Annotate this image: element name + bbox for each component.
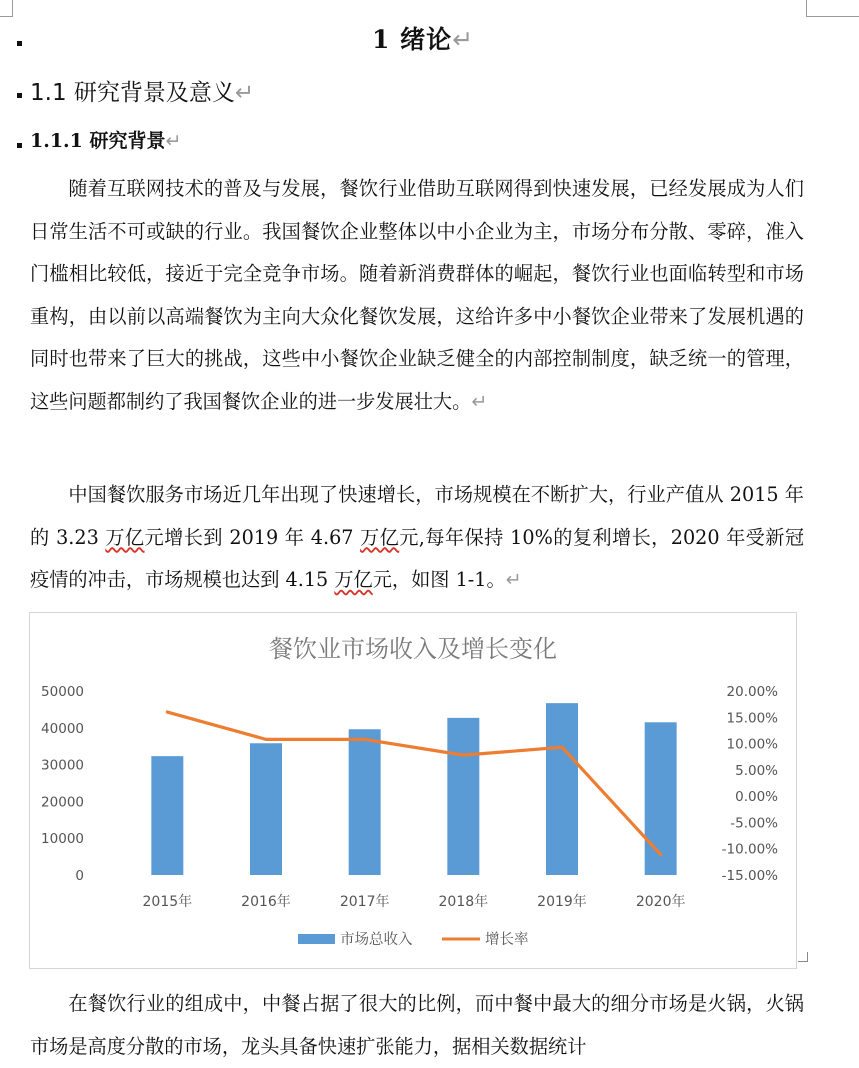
body-paragraph-market-size: 中国餐饮服务市场近几年出现了快速增长，市场规模在不断扩大，行业产值从 2015 年的 3.23 万亿元增长到 2019 年 4.67 万亿元,每年保持 10%的复利增长，2020 年受新冠疫情的冲击，市场规模也达到 4.15 万亿元，如图 1-1。↵ (30, 483, 805, 591)
page-corner-mark-left (0, 0, 13, 17)
legend-bar-swatch (298, 934, 335, 944)
body-paragraph-background: 随着互联网技术的普及与发展，餐饮行业借助互联网得到快速发展，已经发展成为人们日常生活不可或缺的行业。我国餐饮企业整体以中小企业为主，市场分布分散、零碎，准入门槛相比较低，接近于完全竞争市场。随着新消费群体的崛起，餐饮行业也面临转型和市场重构，由以前以高端餐饮为主向大众化餐饮发展，这给许多中小餐饮企业带来了发展机遇的同时也带来了巨大的挑战，这些中小餐饮企业缺乏健全的内部控制制度，缺乏统一的管理，这些问题都制约了我国餐饮企业的进一步发展壮大。↵ (30, 177, 804, 413)
heading-bullet (17, 93, 22, 98)
heading-bullet (17, 41, 22, 46)
y-right-tick-label: -15.00% (721, 868, 778, 884)
y-left-tick-label: 10000 (41, 831, 84, 848)
y-left-tick-label: 20000 (41, 794, 84, 811)
growth-rate-point-2016年 (264, 738, 267, 741)
y-right-tick-label: -10.00% (721, 841, 778, 858)
chart-title: 餐饮业市场收入及增长变化 (269, 635, 557, 663)
x-tick-label: 2019年 (537, 894, 587, 910)
paragraph-mark-icon: ↵ (505, 568, 522, 591)
bar-2018年 (447, 718, 479, 875)
bar-2020年 (645, 722, 677, 875)
legend-line-label: 增长率 (485, 932, 529, 948)
paragraph-mark-icon: ↵ (452, 25, 475, 54)
growth-rate-point-2017年 (363, 738, 366, 741)
y-right-tick-label: 15.00% (726, 710, 778, 727)
chart-anchor-icon (798, 952, 808, 962)
bar-2015年 (151, 756, 183, 875)
embedded-chart[interactable] (29, 612, 797, 969)
x-tick-label: 2020年 (635, 894, 686, 910)
growth-rate-point-2015年 (166, 710, 169, 713)
y-left-tick-label: 50000 (41, 684, 84, 700)
paragraph-mark-icon: ↵ (471, 389, 488, 413)
chapter-heading: 1 绪论↵ (372, 25, 475, 54)
growth-rate-point-2019年 (560, 746, 563, 749)
y-right-tick-label: 10.00% (726, 736, 778, 753)
subsection-heading: 1.1.1 研究背景↵ (30, 130, 182, 152)
growth-rate-point-2018年 (462, 754, 465, 757)
body-paragraph-hotpot: 在餐饮行业的组成中，中餐占据了很大的比例，而中餐中最大的细分市场是火锅，火锅市场是高度分散的市场，龙头具备快速扩张能力，据相关数据统计 (30, 992, 804, 1058)
y-right-tick-label: 5.00% (735, 762, 778, 779)
legend-bar-label: 市场总收入 (340, 932, 413, 948)
y-left-tick-label: 30000 (41, 757, 84, 774)
y-right-tick-label: 0.00% (735, 789, 778, 806)
y-left-tick-label: 0 (75, 868, 84, 884)
bar-2016年 (250, 743, 282, 875)
bar-2017年 (349, 729, 381, 875)
bar-2019年 (546, 703, 578, 875)
y-right-tick-label: 20.00% (726, 684, 778, 700)
y-right-tick-label: -5.00% (730, 815, 778, 832)
x-tick-label: 2015年 (142, 894, 193, 910)
paragraph-mark-icon: ↵ (234, 80, 255, 106)
x-tick-label: 2018年 (438, 894, 489, 910)
x-tick-label: 2017年 (339, 894, 390, 910)
y-left-tick-label: 40000 (41, 720, 84, 737)
chart-svg (30, 613, 796, 968)
page-corner-mark-right (806, 0, 859, 17)
growth-rate-point-2020年 (659, 853, 662, 856)
growth-rate-line (167, 712, 660, 854)
x-tick-label: 2016年 (241, 894, 291, 910)
paragraph-mark-icon: ↵ (165, 130, 182, 152)
heading-bullet (17, 143, 22, 148)
section-heading: 1.1 研究背景及意义↵ (30, 80, 255, 106)
